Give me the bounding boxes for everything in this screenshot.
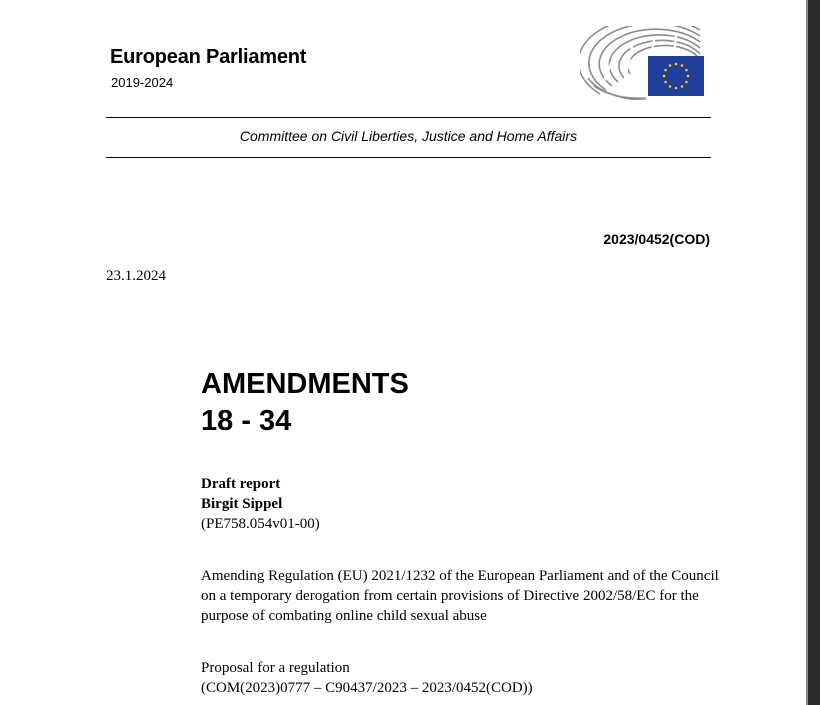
organization-name: European Parliament <box>110 46 307 68</box>
title-line-amendments: AMENDMENTS <box>201 368 409 400</box>
proposal-label: Proposal for a regulation <box>201 660 350 676</box>
eu-star-icon <box>681 64 684 67</box>
eu-star-icon <box>685 69 688 72</box>
document-date: 23.1.2024 <box>106 268 166 284</box>
eu-star-icon <box>664 69 667 72</box>
viewer-scrollbar-edge <box>806 0 820 705</box>
eu-star-icon <box>685 81 688 84</box>
header-rule-bottom <box>106 157 711 158</box>
header-rule-top <box>106 117 711 118</box>
proposal-reference: (COM(2023)0777 – C90437/2023 – 2023/0452(COD)) <box>201 680 533 696</box>
document-title <box>201 366 409 440</box>
eu-star-icon <box>681 85 684 88</box>
eu-star-icon <box>675 63 678 66</box>
eu-star-icon <box>669 85 672 88</box>
regulation-description: Amending Regulation (EU) 2021/1232 of the European Parliament and of the Council on a temporary derogation from certain provisions of Directive 2002/58/EC for the purpose of combating online child sexual abuse <box>201 568 719 624</box>
rapporteur-name: Birgit Sippel <box>201 496 283 512</box>
committee-name: Committee on Civil Liberties, Justice and Home Affairs <box>239 128 578 144</box>
eu-star-icon <box>669 64 672 67</box>
european-parliament-logo-icon <box>580 26 706 100</box>
eu-star-icon <box>664 81 667 84</box>
report-type: Draft report <box>201 476 281 492</box>
title-line-range: 18 - 34 <box>201 405 292 437</box>
report-reference: (PE758.054v01-00) <box>201 516 320 532</box>
eu-star-icon <box>675 87 678 90</box>
eu-star-icon <box>663 75 666 78</box>
eu-star-icon <box>687 75 690 78</box>
procedure-number: 2023/0452(COD) <box>603 231 710 247</box>
parliamentary-term: 2019-2024 <box>111 75 174 90</box>
